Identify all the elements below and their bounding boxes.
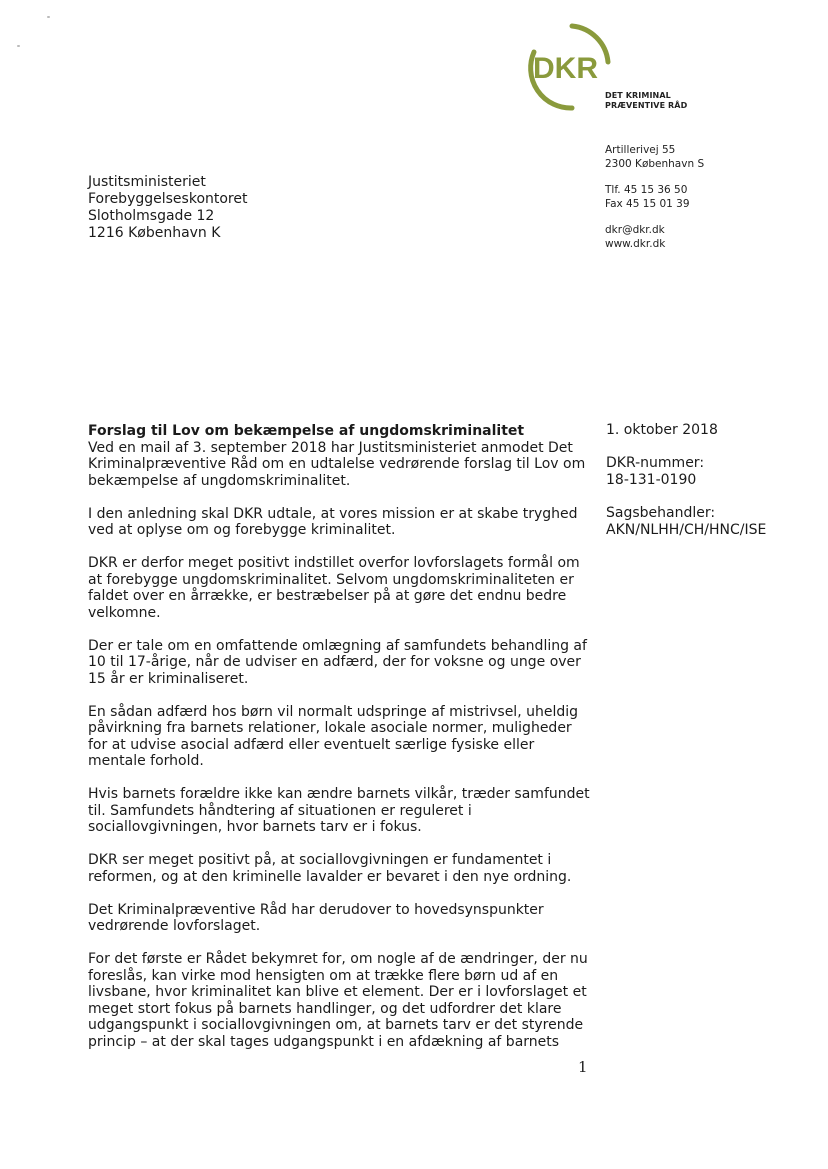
scan-speck	[47, 16, 50, 18]
recipient-line: Slotholmsgade 12	[88, 208, 215, 224]
letter-body	[88, 423, 593, 1067]
body-paragraph: Ved en mail af 3. september 2018 har Justitsministeriet anmodet Det Kriminalpræventive Råd om en udtalelse vedrørende forslag til Lov om bekæmpelse af ungdomskriminalitet.	[88, 439, 586, 489]
recipient-line: Justitsministeriet	[88, 174, 206, 190]
sender-street: Artillerivej 55	[605, 144, 676, 156]
body-paragraph: DKR er derfor meget positivt indstillet overfor lovforslagets formål om at forebygge ungdomskriminalitet. Selvom ungdomskriminaliteten er faldet over en årrække, er bestræbelser på at gøre det endnu bedre velkomne.	[88, 555, 580, 621]
handler: AKN/NLHH/CH/HNC/ISE	[606, 522, 767, 538]
sender-address	[605, 144, 704, 251]
recipient-line: Forebyggelseskontoret	[88, 191, 248, 207]
case-number-label: DKR-nummer:	[606, 455, 705, 471]
recipient-address	[88, 174, 247, 242]
body-paragraph: En sådan adfærd hos børn vil normalt udspringe af mistrivsel, uheldig påvirkning fra barnets relationer, lokale asociale normer, muligheder for at udvise asocial adfærd eller eventuelt særlige fysiske eller mentale forhold.	[88, 703, 579, 769]
body-paragraph: I den anledning skal DKR udtale, at vores mission er at skabe tryghed ved at oplyse om og forebygge kriminalitet.	[88, 505, 578, 538]
logo-mark: DKR	[533, 52, 598, 85]
handler-label: Sagsbehandler:	[606, 505, 716, 521]
body-paragraph: Hvis barnets forældre ikke kan ændre barnets vilkår, træder samfundet til. Samfundets håndtering af situationen er reguleret i sociallovgivningen, hvor barnets tarv er i fokus.	[88, 786, 590, 835]
body-paragraph: For det første er Rådet bekymret for, om nogle af de ændringer, der nu foreslås, kan virke mod hensigten om at trække flere børn ud af en livsbane, hvor kriminalitet kan blive et element. Der er i lovforslaget et meget stort fokus på barnets handlinger, og det udfordrer det klare udgangspunkt i sociallovgivningen om, at barnets tarv er det styrende princip – at der skal tages udgangspunkt i en afdækning af barnets	[88, 951, 588, 1050]
logo-line-2: PRÆVENTIVE RÅD	[605, 101, 688, 110]
recipient-line: 1216 København K	[88, 225, 221, 241]
sender-fax: Fax 45 15 01 39	[605, 197, 690, 210]
letter-subject: Forslag til Lov om bekæmpelse af ungdomskriminalitet	[88, 423, 525, 439]
body-paragraph: DKR ser meget positivt på, at sociallovgivningen er fundamentet i reformen, og at den kriminelle lavalder er bevaret i den nye ordning.	[88, 852, 572, 885]
sender-phone: Tlf. 45 15 36 50	[605, 184, 688, 196]
sender-email: dkr@dkr.dk	[605, 224, 665, 236]
logo-line-1: DET KRIMINAL	[605, 91, 671, 100]
logo-subtitle	[605, 91, 687, 111]
body-paragraph: Der er tale om en omfattende omlægning af samfundets behandling af 10 til 17-årige, når de udviser en adfærd, der for voksne og unge over 15 år er kriminaliseret.	[88, 637, 587, 687]
scan-speck	[17, 45, 20, 47]
case-number: 18-131-0190	[606, 472, 697, 488]
sender-web: www.dkr.dk	[605, 237, 666, 250]
letter-date: 1. oktober 2018	[606, 422, 718, 438]
body-paragraph: Det Kriminalpræventive Råd har derudover to hovedsynspunkter vedrørende lovforslaget.	[88, 901, 544, 934]
letter-meta	[606, 422, 766, 555]
sender-city: 2300 København S	[605, 157, 705, 170]
page-number: 1	[578, 1058, 588, 1076]
